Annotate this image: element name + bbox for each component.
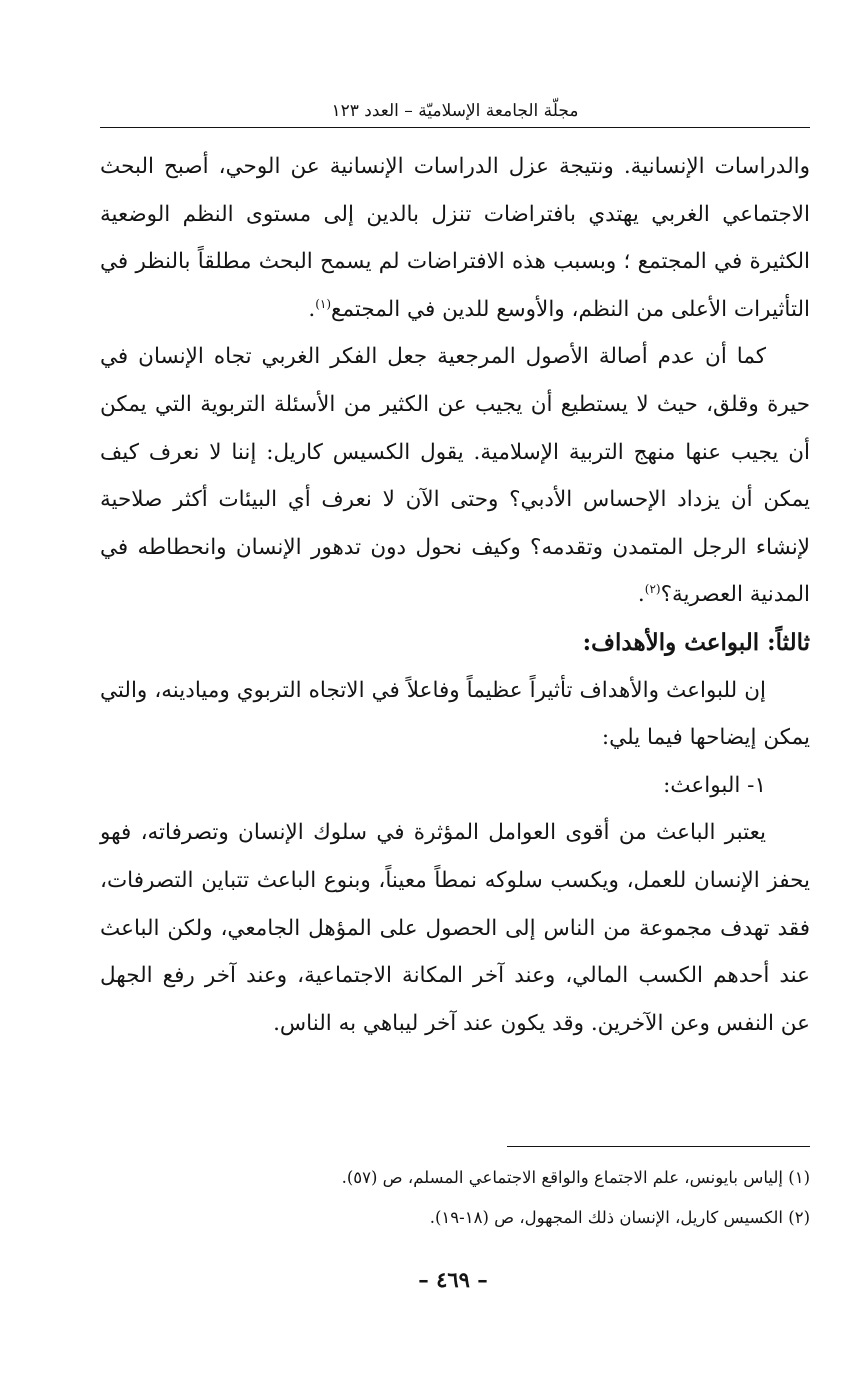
page-number: – ٤٦٩ – xyxy=(418,1267,488,1292)
footnote-1: (١) إلياس بايونس، علم الاجتماع والواقع الاجتماعي المسلم، ص (٥٧). xyxy=(341,1168,810,1187)
subheading-motives: ١- البواعث: xyxy=(663,772,766,798)
paragraph-1-end: . xyxy=(308,296,316,322)
header-divider xyxy=(100,127,810,128)
section-heading: ثالثاً: البواعث والأهداف: xyxy=(582,628,810,656)
footnote-ref-1[interactable]: (١) xyxy=(315,296,332,311)
article-body xyxy=(100,143,810,1047)
paragraph-1-text: والدراسات الإنسانية. ونتيجة عزل الدراسات الإنسانية عن الوحي، أصبح البحث الاجتماعي الغربي يهتدي بافتراضات تنزل بالدين إلى مستوى النظم الوضعية الكثيرة في المجتمع ؛ وبسبب هذه الافتراضات لم يسمح البحث مطلقاً بالنظر في التأثيرات الأعلى من النظم، والأوسع للدين في المجتمع xyxy=(100,154,810,322)
journal-title: مجلّة الجامعة الإسلاميّة – العدد ١٢٣ xyxy=(331,101,579,121)
paragraph-2-end: . xyxy=(637,582,645,608)
paragraph-3: إن للبواعث والأهداف تأثيراً عظيماً وفاعلاً في الاتجاه التربوي وميادينه، والتي يمكن إيضاحها فيما يلي: xyxy=(100,677,810,751)
paragraph-4: يعتبر الباعث من أقوى العوامل المؤثرة في سلوك الإنسان وتصرفاته، فهو يحفز الإنسان للعمل، ويكسب سلوكه نمطاً معيناً، وبنوع الباعث تتباين التصرفات، فقد تهدف مجموعة من الناس إلى الحصول على المؤهل الجامعي، ولكن الباعث عند أحدهم الكسب المالي، وعند آخر المكانة الاجتماعية، وعند آخر رفع الجهل عن النفس وعن الآخرين. وقد يكون عند آخر ليباهي به الناس. xyxy=(100,820,810,1036)
footnote-2: (٢) الكسيس كاريل، الإنسان ذلك المجهول، ص (١٨-١٩). xyxy=(429,1208,810,1227)
paragraph-2 xyxy=(100,333,810,619)
paragraph-1 xyxy=(100,143,810,333)
footnotes xyxy=(100,1158,810,1238)
footnote-divider xyxy=(507,1146,810,1147)
footnote-ref-2[interactable]: (٢) xyxy=(644,582,661,597)
paragraph-2-text: كما أن عدم أصالة الأصول المرجعية جعل الفكر الغربي تجاه الإنسان في حيرة وقلق، حيث لا يستطيع أن يجيب عن الكثير من الأسئلة التربوية التي يمكن أن يجيب عنها منهج التربية الإسلامية. يقول الكسيس كاريل: إننا لا نعرف كيف يمكن أن يزداد الإحساس الأدبي؟ وحتى الآن لا نعرف أي البيئات أكثر صلاحية لإنشاء الرجل المتمدن وتقدمه؟ وكيف نحول دون تدهور الإنسان وانحطاطه في المدنية العصرية؟ xyxy=(100,344,810,608)
running-header xyxy=(100,96,810,126)
